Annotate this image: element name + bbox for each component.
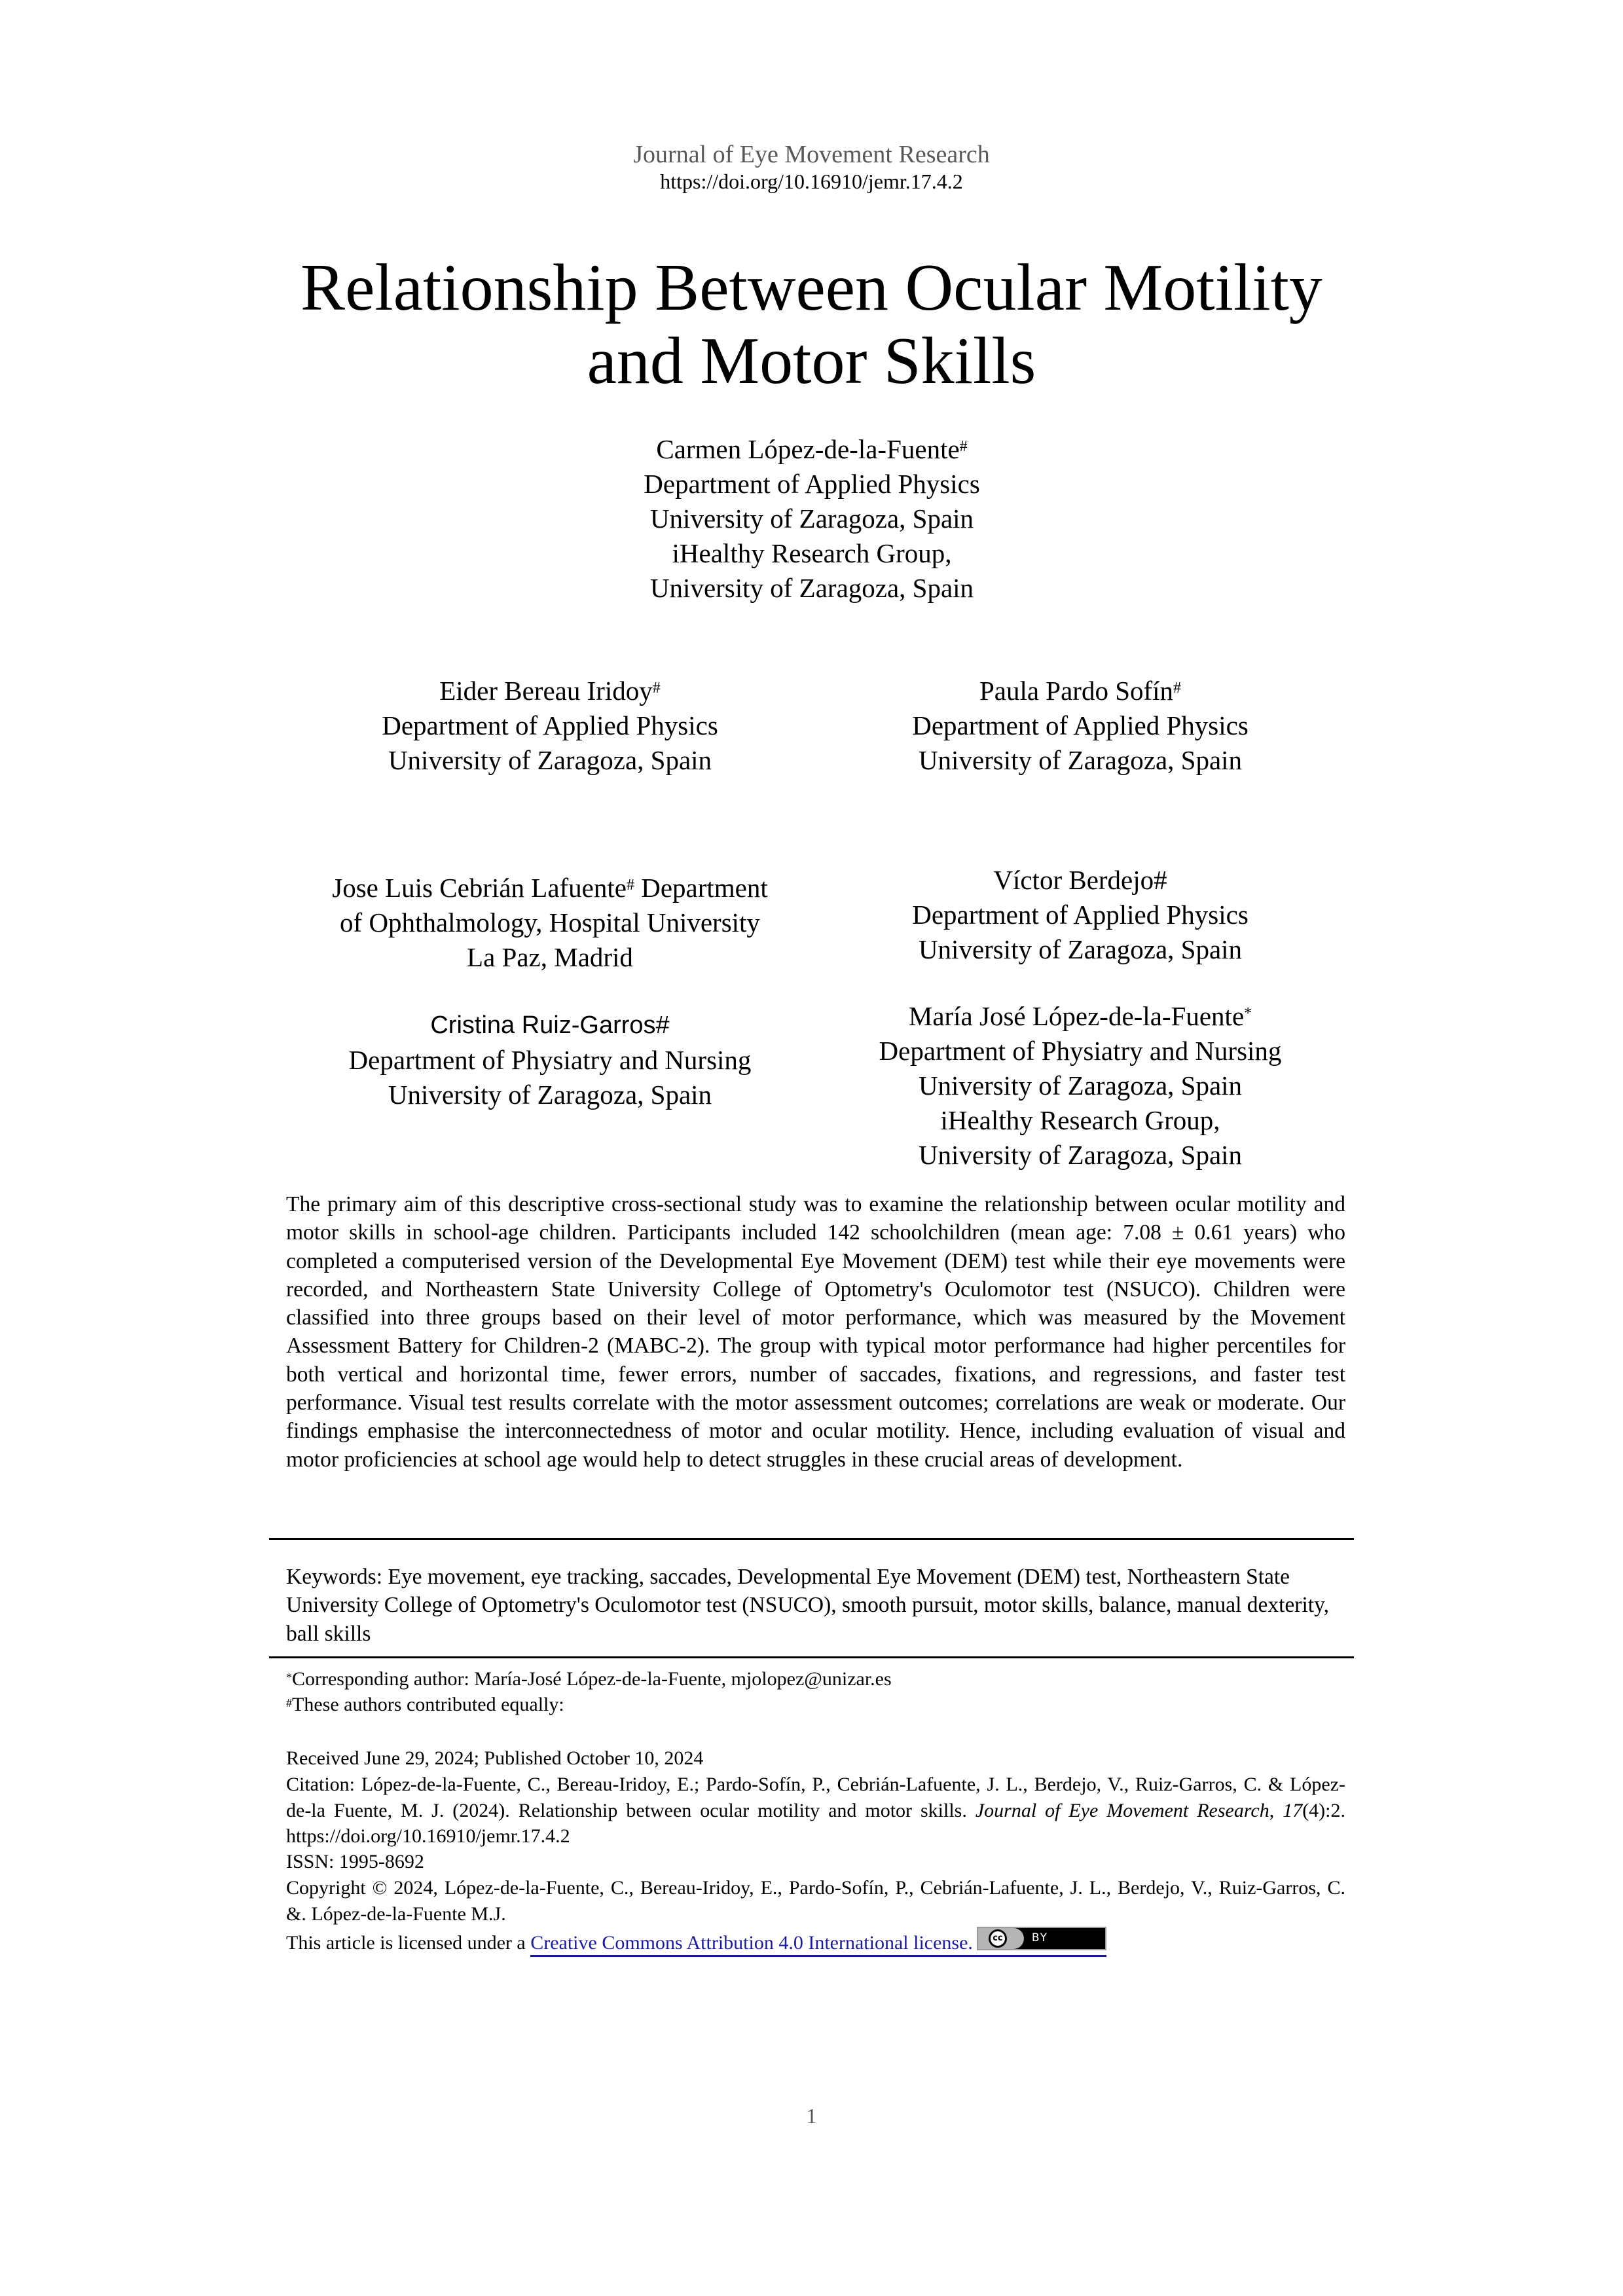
keywords: Keywords: Eye movement, eye tracking, saccades, Developmental Eye Movement (DEM) test, Northeastern State University College of Optometry's Oculomotor test (NSUCO), smooth pursuit, motor skills, balance, manual dexterity, ball skills xyxy=(286,1565,1330,1646)
affiliation-line: Department of Applied Physics xyxy=(644,469,980,499)
footnotes xyxy=(286,1666,1345,1717)
abstract: The primary aim of this descriptive cross-sectional study was to examine the relationship between ocular motility and motor skills in school-age children. Participants included 142 schoolchildren (mean age: 7.08 ± 0.61 years) who completed a computerised version of the Developmental Eye Movement (DEM) test while their eye movements were recorded, and Northeastern State University College of Optometry's Oculomotor test (NSUCO). Children were classified into three groups based on their level of motor performance, which was measured by the Movement Assessment Battery for Children-2 (MABC-2). The group with typical motor performance had higher percentiles for both vertical and horizontal time, fewer errors, number of saccades, fixations, and regressions, and faster test performance. Visual test results correlate with the motor assessment outcomes; correlations are weak or moderate. Our findings emphasise the interconnectedness of motor and ocular motility. Hence, including evaluation of visual and motor proficiencies at school age would help to detect struggles in these crucial areas of development. xyxy=(286,1192,1345,1472)
author-block-7 xyxy=(812,999,1349,1173)
affiliation-line: Department of Applied Physics xyxy=(912,710,1249,740)
author-name: Eider Bereau Iridoy# xyxy=(439,676,661,706)
author-name: Jose Luis Cebrián Lafuente# Department xyxy=(332,873,768,903)
author-block-3 xyxy=(812,674,1349,778)
author-name: Paula Pardo Sofín# xyxy=(979,676,1182,706)
affiliation-line: of Ophthalmology, Hospital University xyxy=(340,907,760,938)
equal-contribution-note: #These authors contributed equally: xyxy=(286,1694,564,1715)
author-name: Carmen López-de-la-Fuente# xyxy=(656,434,968,464)
license-statement: This article is licensed under a Creative Commons Attribution 4.0 International license. cc BY xyxy=(286,1927,1345,1956)
affiliation-line: Department of Physiatry and Nursing xyxy=(879,1036,1282,1066)
divider-rule xyxy=(269,1538,1354,1540)
affiliation-line: La Paz, Madrid xyxy=(467,942,633,972)
divider-rule xyxy=(269,1656,1354,1658)
title-line-1: Relationship Between Ocular Motility xyxy=(301,251,1322,325)
affiliation-line: University of Zaragoza, Spain xyxy=(388,1080,712,1110)
journal-doi: https://doi.org/10.16910/jemr.17.4.2 xyxy=(660,170,963,193)
author-block-5 xyxy=(812,863,1349,967)
affiliation-line: iHealthy Research Group, xyxy=(672,538,952,568)
issn: ISSN: 1995-8692 xyxy=(286,1851,424,1872)
page-number: 1 xyxy=(806,2105,817,2128)
affiliation-line: University of Zaragoza, Spain xyxy=(388,745,712,775)
journal-name: Journal of Eye Movement Research xyxy=(633,141,990,168)
affiliation-line: iHealthy Research Group, xyxy=(940,1105,1220,1135)
title-line-2: and Motor Skills xyxy=(587,324,1036,398)
author-block-1 xyxy=(484,432,1139,606)
corresponding-author-note: *Corresponding author: María-José López-de-la-Fuente, mjolopez@unizar.es xyxy=(286,1668,892,1690)
author-name: Víctor Berdejo# xyxy=(993,865,1167,895)
author-block-4 xyxy=(275,871,825,975)
affiliation-line: Department of Physiatry and Nursing xyxy=(348,1045,752,1075)
affiliation-line: Department of Applied Physics xyxy=(382,710,718,740)
paper-title xyxy=(0,251,1623,398)
affiliation-line: University of Zaragoza, Spain xyxy=(918,934,1243,964)
license-link[interactable]: Creative Commons Attribution 4.0 International license. cc BY xyxy=(530,1932,1106,1957)
affiliation-line: University of Zaragoza, Spain xyxy=(918,745,1243,775)
affiliation-line: University of Zaragoza, Spain xyxy=(649,573,974,603)
affiliation-line: University of Zaragoza, Spain xyxy=(918,1140,1243,1170)
author-name: María José López-de-la-Fuente* xyxy=(908,1001,1252,1031)
citation: Citation: López-de-la-Fuente, C., Bereau-Iridoy, E.; Pardo-Sofín, P., Cebrián-Lafuente, J. L., Berdejo, V., Ruiz-Garros, C. & López-de-la Fuente, M. J. (2024). Relationship between ocular motility and motor skills. Journal of Eye Movement Research, 17(4):2. https://doi.org/10.16910/jemr.17.4.2 xyxy=(286,1774,1346,1847)
author-block-2 xyxy=(275,674,825,778)
cc-by-badge-icon[interactable]: cc BY xyxy=(977,1927,1106,1950)
author-name: Cristina Ruiz-Garros# xyxy=(430,1011,670,1039)
affiliation-line: Department of Applied Physics xyxy=(912,900,1249,930)
author-block-6 xyxy=(275,1008,825,1112)
affiliation-line: University of Zaragoza, Spain xyxy=(918,1070,1243,1101)
copyright: Copyright © 2024, López-de-la-Fuente, C., Bereau-Iridoy, E., Pardo-Sofín, P., Cebrián-Lafuente, J. L., Berdejo, V., Ruiz-Garros, C. &. López-de-la-Fuente M.J. xyxy=(286,1877,1345,1925)
affiliation-line: University of Zaragoza, Spain xyxy=(649,503,974,534)
received-published-dates: Received June 29, 2024; Published October 10, 2024 xyxy=(286,1747,704,1769)
